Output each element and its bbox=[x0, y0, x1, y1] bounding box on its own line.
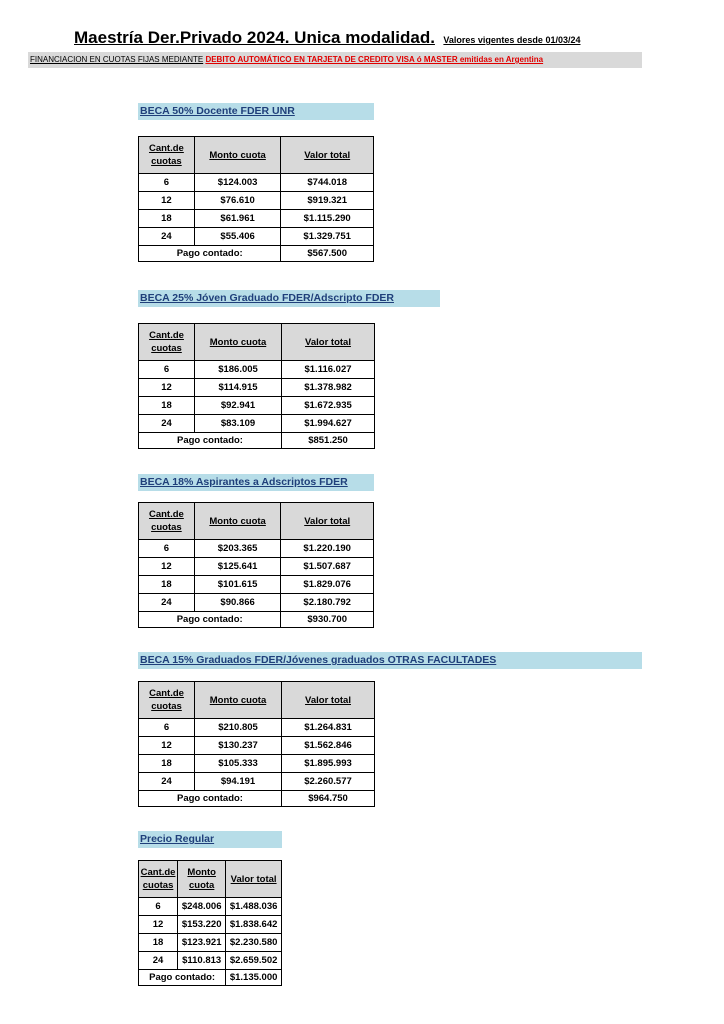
pago-contado-label: Pago contado: bbox=[139, 246, 281, 262]
cell-cuotas: 24 bbox=[139, 415, 195, 433]
cell-cuotas: 24 bbox=[139, 228, 195, 246]
header-row bbox=[139, 324, 375, 361]
financing-text: FINANCIACION EN CUOTAS FIJAS MEDIANTE bbox=[30, 55, 204, 64]
cell-cuotas: 12 bbox=[139, 192, 195, 210]
section-beca-25 bbox=[138, 290, 440, 446]
cell-total: $1.488.036 bbox=[226, 898, 282, 916]
pago-contado-value: $1.135.000 bbox=[226, 970, 282, 986]
cell-monto: $210.805 bbox=[195, 719, 282, 737]
cell-total: $1.895.993 bbox=[282, 755, 375, 773]
cell-cuotas: 24 bbox=[139, 594, 195, 612]
cell-cuotas: 12 bbox=[139, 737, 195, 755]
cell-total: $2.260.577 bbox=[282, 773, 375, 791]
col-header-monto: Monto cuota bbox=[195, 324, 282, 361]
cell-cuotas: 18 bbox=[139, 210, 195, 228]
col-header-cuotas: Cant.de cuotas bbox=[139, 137, 195, 174]
table-row bbox=[139, 719, 375, 737]
cell-cuotas: 24 bbox=[139, 952, 178, 970]
title-main: Maestría Der.Privado 2024. Unica modalidad. bbox=[74, 28, 435, 47]
cell-total: $2.659.502 bbox=[226, 952, 282, 970]
cell-total: $1.507.687 bbox=[281, 558, 374, 576]
cell-cuotas: 18 bbox=[139, 576, 195, 594]
table-row bbox=[139, 916, 282, 934]
cell-monto: $61.961 bbox=[194, 210, 281, 228]
cell-monto: $90.866 bbox=[194, 594, 281, 612]
cell-monto: $203.365 bbox=[194, 540, 281, 558]
cell-cuotas: 24 bbox=[139, 773, 195, 791]
table-row bbox=[139, 594, 374, 612]
section-precio-regular bbox=[138, 831, 282, 983]
cell-total: $1.829.076 bbox=[281, 576, 374, 594]
cell-total: $1.264.831 bbox=[282, 719, 375, 737]
table-row bbox=[139, 361, 375, 379]
cell-monto: $248.006 bbox=[178, 898, 226, 916]
financing-highlight: DEBITO AUTOMÁTICO EN TARJETA DE CREDITO VISA ó MASTER emitidas en Argentina bbox=[205, 55, 544, 64]
table-row bbox=[139, 755, 375, 773]
pago-contado-value: $964.750 bbox=[282, 791, 375, 807]
col-header-total: Valor total bbox=[282, 324, 375, 361]
header-row bbox=[139, 861, 282, 898]
price-table bbox=[138, 136, 374, 262]
table-row bbox=[139, 898, 282, 916]
pago-contado-label: Pago contado: bbox=[139, 433, 282, 449]
cell-total: $1.116.027 bbox=[282, 361, 375, 379]
pago-contado-label: Pago contado: bbox=[139, 970, 226, 986]
cell-monto: $83.109 bbox=[195, 415, 282, 433]
pago-contado-row bbox=[139, 791, 375, 807]
cell-cuotas: 12 bbox=[139, 379, 195, 397]
section-beca-18 bbox=[138, 474, 374, 625]
section-beca-15 bbox=[138, 652, 642, 804]
cell-monto: $114.915 bbox=[195, 379, 282, 397]
pago-contado-row bbox=[139, 612, 374, 628]
cell-monto: $125.641 bbox=[194, 558, 281, 576]
section-title: BECA 25% Jóven Graduado FDER/Adscripto FDER bbox=[138, 290, 440, 307]
col-header-monto: Monto cuota bbox=[194, 503, 281, 540]
cell-monto: $123.921 bbox=[178, 934, 226, 952]
table-row bbox=[139, 558, 374, 576]
cell-monto: $94.191 bbox=[195, 773, 282, 791]
table-row bbox=[139, 540, 374, 558]
section-beca-50 bbox=[138, 103, 374, 259]
pago-contado-row bbox=[139, 970, 282, 986]
price-table bbox=[138, 681, 375, 807]
pago-contado-row bbox=[139, 246, 374, 262]
cell-monto: $105.333 bbox=[195, 755, 282, 773]
cell-total: $1.672.935 bbox=[282, 397, 375, 415]
cell-monto: $55.406 bbox=[194, 228, 281, 246]
cell-monto: $92.941 bbox=[195, 397, 282, 415]
cell-cuotas: 12 bbox=[139, 558, 195, 576]
table-row bbox=[139, 397, 375, 415]
cell-monto: $76.610 bbox=[194, 192, 281, 210]
page-title bbox=[74, 28, 634, 48]
cell-cuotas: 18 bbox=[139, 397, 195, 415]
cell-monto: $101.615 bbox=[194, 576, 281, 594]
cell-cuotas: 6 bbox=[139, 174, 195, 192]
table-row bbox=[139, 192, 374, 210]
cell-cuotas: 6 bbox=[139, 361, 195, 379]
header-row bbox=[139, 682, 375, 719]
col-header-total: Valor total bbox=[282, 682, 375, 719]
table-row bbox=[139, 210, 374, 228]
cell-total: $1.994.627 bbox=[282, 415, 375, 433]
col-header-monto: Monto cuota bbox=[195, 682, 282, 719]
cell-monto: $110.813 bbox=[178, 952, 226, 970]
cell-cuotas: 18 bbox=[139, 934, 178, 952]
price-table bbox=[138, 860, 282, 986]
cell-monto: $124.003 bbox=[194, 174, 281, 192]
price-table bbox=[138, 502, 374, 628]
table-row bbox=[139, 174, 374, 192]
table-row bbox=[139, 576, 374, 594]
col-header-cuotas: Cant.de cuotas bbox=[139, 861, 178, 898]
cell-monto: $130.237 bbox=[195, 737, 282, 755]
cell-total: $919.321 bbox=[281, 192, 374, 210]
cell-total: $2.180.792 bbox=[281, 594, 374, 612]
financing-banner bbox=[28, 52, 642, 68]
cell-cuotas: 6 bbox=[139, 898, 178, 916]
pago-contado-row bbox=[139, 433, 375, 449]
cell-total: $1.115.290 bbox=[281, 210, 374, 228]
cell-cuotas: 18 bbox=[139, 755, 195, 773]
section-title: BECA 15% Graduados FDER/Jóvenes graduados OTRAS FACULTADES bbox=[138, 652, 642, 669]
cell-total: $2.230.580 bbox=[226, 934, 282, 952]
cell-cuotas: 12 bbox=[139, 916, 178, 934]
pago-contado-label: Pago contado: bbox=[139, 791, 282, 807]
table-row bbox=[139, 952, 282, 970]
price-table bbox=[138, 323, 375, 449]
table-row bbox=[139, 379, 375, 397]
cell-total: $1.220.190 bbox=[281, 540, 374, 558]
section-title: Precio Regular bbox=[138, 831, 282, 848]
table-row bbox=[139, 934, 282, 952]
header-row bbox=[139, 137, 374, 174]
col-header-monto: Monto cuota bbox=[194, 137, 281, 174]
cell-cuotas: 6 bbox=[139, 540, 195, 558]
table-row bbox=[139, 415, 375, 433]
col-header-cuotas: Cant.de cuotas bbox=[139, 682, 195, 719]
pago-contado-value: $930.700 bbox=[281, 612, 374, 628]
pago-contado-value: $851.250 bbox=[282, 433, 375, 449]
table-row bbox=[139, 228, 374, 246]
cell-total: $744.018 bbox=[281, 174, 374, 192]
col-header-cuotas: Cant.de cuotas bbox=[139, 324, 195, 361]
col-header-total: Valor total bbox=[226, 861, 282, 898]
col-header-monto: Monto cuota bbox=[178, 861, 226, 898]
table-row bbox=[139, 773, 375, 791]
cell-total: $1.838.642 bbox=[226, 916, 282, 934]
col-header-total: Valor total bbox=[281, 503, 374, 540]
pago-contado-label: Pago contado: bbox=[139, 612, 281, 628]
cell-cuotas: 6 bbox=[139, 719, 195, 737]
cell-total: $1.378.982 bbox=[282, 379, 375, 397]
title-validity: Valores vigentes desde 01/03/24 bbox=[443, 35, 581, 45]
section-title: BECA 50% Docente FDER UNR bbox=[138, 103, 374, 120]
pago-contado-value: $567.500 bbox=[281, 246, 374, 262]
col-header-total: Valor total bbox=[281, 137, 374, 174]
section-title: BECA 18% Aspirantes a Adscriptos FDER bbox=[138, 474, 374, 491]
cell-total: $1.329.751 bbox=[281, 228, 374, 246]
cell-total: $1.562.846 bbox=[282, 737, 375, 755]
table-row bbox=[139, 737, 375, 755]
cell-monto: $186.005 bbox=[195, 361, 282, 379]
cell-monto: $153.220 bbox=[178, 916, 226, 934]
header-row bbox=[139, 503, 374, 540]
col-header-cuotas: Cant.de cuotas bbox=[139, 503, 195, 540]
